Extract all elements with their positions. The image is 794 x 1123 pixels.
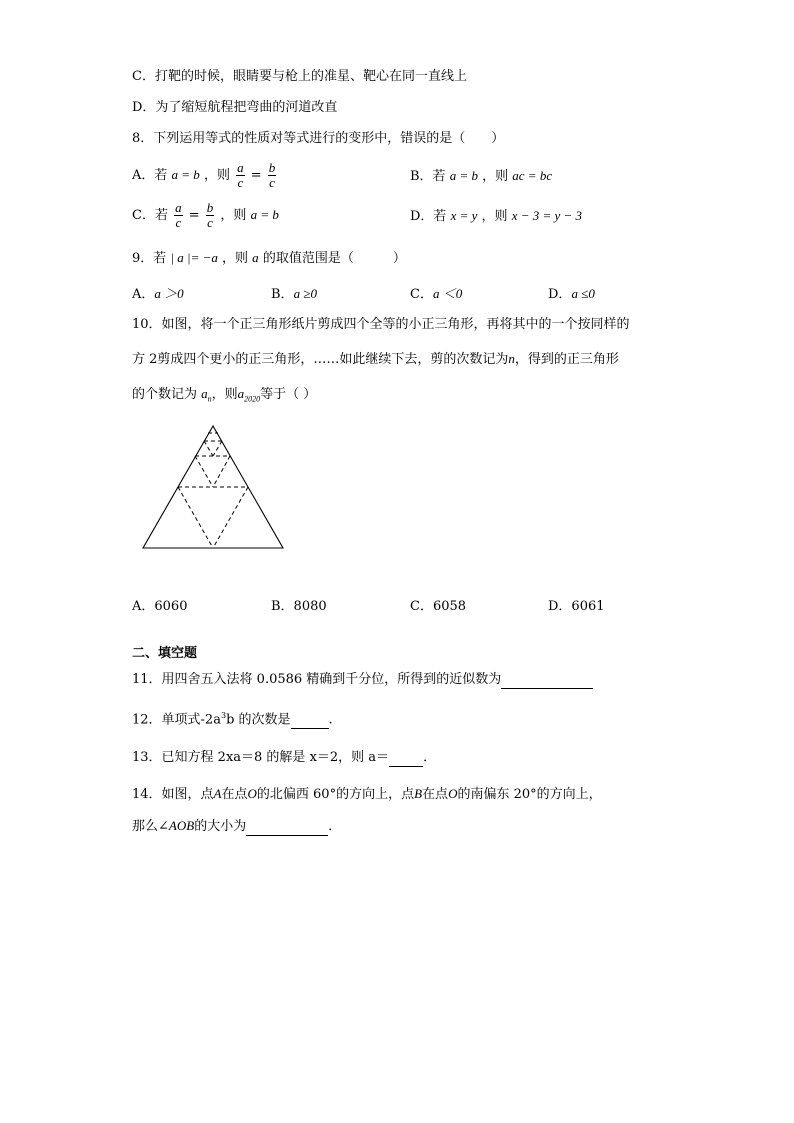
q9-prefix: 9．若: [132, 251, 167, 266]
q8a-then: ，则: [203, 168, 230, 183]
q8-option-c: [132, 200, 279, 231]
q10-var-an: [201, 386, 212, 404]
q14-d: 在点: [422, 787, 449, 802]
q9c-value: a ＜0: [432, 286, 463, 301]
q9-condition: | a |= −a: [170, 250, 218, 265]
q10-option-a: A．6060: [132, 599, 188, 614]
frac-den: c: [237, 175, 244, 190]
frac-den: c: [207, 215, 213, 230]
q9d-label: D．: [548, 287, 572, 302]
q10-var-a2020: [237, 386, 261, 404]
q8c-then: ，则: [220, 208, 247, 223]
q10-line2: [132, 350, 619, 369]
q8d-premise: x = y: [450, 208, 478, 223]
q14-line2: [132, 817, 341, 836]
q10-line3-mid: ，则: [211, 387, 238, 402]
q9a-value: a ＞0: [154, 286, 184, 301]
answer-blank: [291, 714, 329, 729]
q10-option-d: D．6061: [548, 599, 605, 614]
q7-option-c: C．打靶的时候，眼睛要与枪上的准星、靶心在同一直线上: [132, 69, 467, 84]
q14-l2-pre: 那么∠: [132, 819, 169, 834]
q8b-result: ac = bc: [512, 168, 553, 183]
q8c-result: a = b: [250, 207, 279, 222]
q9-then: ，则: [222, 251, 249, 266]
q14-l2-end: ．: [328, 819, 342, 834]
frac-num: b: [268, 160, 276, 175]
q10-line2-pre: 方 2剪成四个更小的正三角形，……如此继续下去，剪的次数记为: [132, 352, 509, 367]
answer-blank: [501, 674, 593, 689]
q13-end: ．: [423, 750, 437, 765]
q8b-prefix: B．若: [410, 169, 446, 184]
dash-line: [213, 441, 222, 456]
q14-a: 14．如图，点: [132, 787, 214, 802]
answer-blank: [389, 752, 423, 767]
dash-line: [204, 441, 213, 456]
q10-line1: 10．如图，将一个正三角形纸片剪成四个全等的小正三角形，再将其中的一个按同样的: [132, 317, 630, 332]
q12-pre: 12．单项式-2a: [132, 712, 221, 728]
a2020-base: a: [237, 386, 245, 401]
angle-aob: AOB: [168, 818, 195, 833]
q9-option-b: [271, 285, 317, 304]
q10-option-b: B．8080: [271, 599, 327, 614]
q12-exponent: 3: [220, 711, 227, 720]
q8a-premise: a = b: [171, 167, 200, 182]
dash-line: [178, 487, 213, 548]
frac-den: c: [175, 215, 182, 230]
q8c-frac-right: [206, 201, 215, 230]
q9-option-a: [132, 285, 184, 304]
q9a-label: A．: [132, 287, 155, 302]
point-o: O: [448, 786, 458, 801]
equals-sign: =: [188, 208, 200, 223]
q8c-frac-left: [174, 201, 183, 230]
q11-text: 11．用四舍五入法将 0.0586 精确到千分位，所得到的近似数为: [132, 672, 502, 687]
answer-blank: [246, 821, 328, 836]
frac-num: b: [206, 200, 214, 215]
q8a-frac-left: [236, 161, 245, 190]
q8a-prefix: A．若: [132, 168, 168, 183]
q8-stem: 8．下列运用等式的性质对等式进行的变形中，错误的是（ ）: [132, 131, 505, 146]
q9-stem: [132, 249, 406, 268]
q8d-result: x − 3 = y − 3: [511, 208, 583, 223]
point-a: A: [213, 786, 222, 801]
dash-line: [195, 456, 213, 487]
q8d-then: ，则: [481, 209, 508, 224]
q14-l2-post: 的大小为: [194, 819, 247, 834]
frac-num: a: [175, 200, 182, 215]
triangle-figure: [140, 420, 290, 555]
equals-sign: =: [250, 168, 262, 183]
q11: [132, 671, 593, 689]
q10-line3-pre: 的个数记为: [132, 387, 198, 402]
q10-line2-post: ，得到的正三角形: [514, 352, 619, 367]
q8b-premise: a = b: [449, 168, 478, 183]
q14-e: 的南偏东 20°的方向上，: [457, 787, 602, 802]
dash-line: [213, 456, 230, 487]
q9b-label: B．: [271, 287, 294, 302]
q12-end: .: [328, 712, 333, 728]
q9-option-c: [410, 285, 462, 304]
q9c-label: C．: [410, 287, 433, 302]
q14-c: 的北偏西 60°的方向上，点: [256, 787, 415, 802]
an-sub: n: [207, 394, 212, 404]
q10-option-c: C．6058: [410, 599, 467, 614]
q9-variable: a: [252, 250, 259, 265]
q13-text: 13．已知方程 2xa＝8 的解是 x＝2，则 a＝: [132, 750, 390, 765]
an-base: a: [201, 386, 208, 401]
dash-line: [213, 487, 248, 548]
q8c-prefix: C．若: [132, 208, 168, 223]
q8d-prefix: D．若: [410, 209, 447, 224]
q9-suffix: 的取值范围是（ ）: [262, 251, 406, 266]
q14-line1: [132, 785, 602, 804]
point-b: B: [414, 786, 423, 801]
q9d-value: a ≤0: [571, 286, 595, 301]
section-heading: 二、填空题: [132, 646, 198, 661]
q10-var-n: n: [508, 351, 515, 366]
q8b-then: ，则: [482, 169, 509, 184]
q14-b: 在点: [221, 787, 248, 802]
q7-option-d: D．为了缩短航程把弯曲的河道改直: [132, 100, 338, 115]
a2020-sub: 2020: [244, 394, 261, 404]
q10-line3-post: 等于（ ）: [260, 387, 317, 402]
frac-den: c: [269, 175, 275, 190]
q8a-frac-right: [268, 161, 277, 190]
q9b-value: a ≥0: [293, 286, 317, 301]
q8-option-a: [132, 160, 278, 191]
q8-option-b: [410, 167, 552, 186]
frac-num: a: [237, 160, 244, 175]
q9-option-d: [548, 285, 595, 304]
q8-option-d: [410, 207, 582, 226]
q10-line3: [132, 385, 316, 409]
point-o: O: [247, 786, 257, 801]
q12-post: b 的次数是: [226, 712, 291, 728]
q12: [132, 707, 333, 729]
q13: [132, 749, 436, 767]
